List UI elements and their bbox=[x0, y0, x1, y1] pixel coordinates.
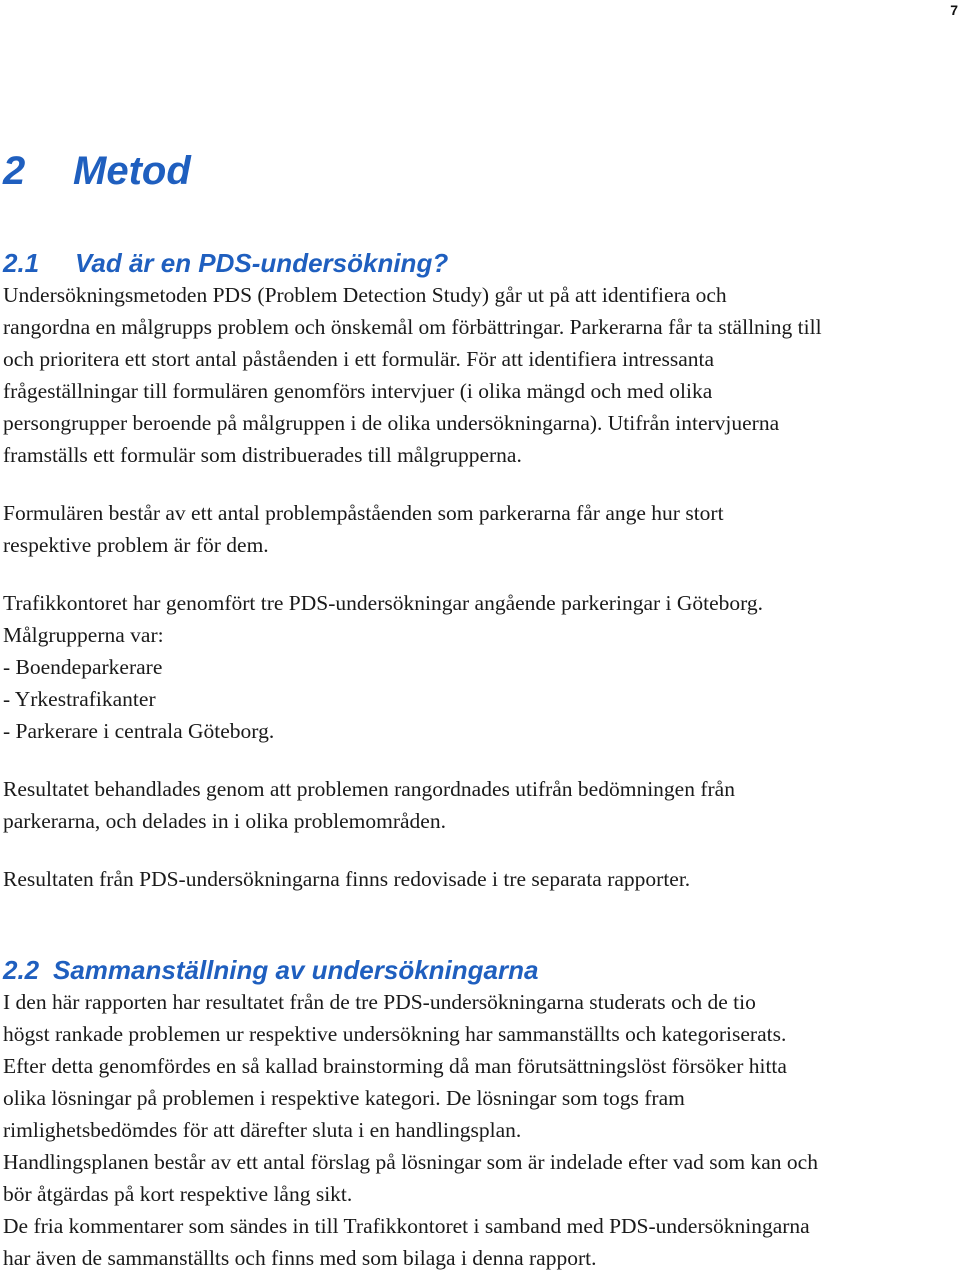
text-line: De fria kommentarer som sändes in till Trafikkontoret i samband med PDS-undersökningarna bbox=[3, 1214, 810, 1238]
text-line: Resultatet behandlades genom att problemen rangordnades utifrån bedömningen från bbox=[3, 777, 735, 801]
text-line: Formulären består av ett antal problempåståenden som parkerarna får ange hur stort bbox=[3, 501, 724, 525]
section-heading bbox=[3, 247, 822, 279]
paragraph bbox=[3, 863, 822, 895]
text-line: frågeställningar till formulären genomförs intervjuer (i olika mängd och med olika bbox=[3, 379, 713, 403]
section-2-2 bbox=[3, 954, 818, 1274]
text-line: bör åtgärdas på kort respektive lång sikt. bbox=[3, 1182, 353, 1206]
list-item: - Yrkestrafikanter bbox=[3, 687, 156, 711]
text-line: Trafikkontoret har genomfört tre PDS-undersökningar angående parkeringar i Göteborg. bbox=[3, 591, 764, 615]
text-line: olika lösningar på problemen i respektive kategori. De lösningar som togs fram bbox=[3, 1086, 685, 1110]
list-item: - Boendeparkerare bbox=[3, 655, 163, 679]
text-line: Undersökningsmetoden PDS (Problem Detection Study) går ut på att identifiera och bbox=[3, 283, 727, 307]
chapter-heading bbox=[3, 147, 191, 195]
section-number: 2.2 bbox=[3, 955, 40, 985]
paragraph bbox=[3, 773, 822, 837]
section-2-1 bbox=[3, 247, 822, 895]
paragraph bbox=[3, 497, 822, 561]
paragraph bbox=[3, 986, 818, 1274]
list-item: - Parkerare i centrala Göteborg. bbox=[3, 719, 275, 743]
text-line: Resultaten från PDS-undersökningarna finns redovisade i tre separata rapporter. bbox=[3, 867, 691, 891]
chapter-title: Metod bbox=[73, 149, 191, 193]
text-line: persongrupper beroende på målgruppen i de olika undersökningarna). Utifrån intervjuerna bbox=[3, 411, 780, 435]
text-line: rangordna en målgrupps problem och önskemål om förbättringar. Parkerarna får ta ställning till bbox=[3, 315, 822, 339]
paragraph bbox=[3, 279, 822, 471]
text-line: rimlighetsbedömdes för att därefter sluta i en handlingsplan. bbox=[3, 1118, 522, 1142]
text-line: Målgrupperna var: bbox=[3, 623, 164, 647]
section-title: Sammanställning av undersökningarna bbox=[53, 955, 539, 985]
page-number: 7 bbox=[950, 2, 958, 18]
text-line: framställs ett formulär som distribuerades till målgrupperna. bbox=[3, 443, 522, 467]
text-line: I den här rapporten har resultatet från de tre PDS-undersökningarna studerats och de tio bbox=[3, 990, 756, 1014]
chapter-number: 2 bbox=[3, 149, 26, 193]
text-line: och prioritera ett stort antal påståenden i ett formulär. För att identifiera intressanta bbox=[3, 347, 715, 371]
text-line: parkerarna, och delades in i olika problemområden. bbox=[3, 809, 446, 833]
text-line: Handlingsplanen består av ett antal förslag på lösningar som är indelade efter vad som kan och bbox=[3, 1150, 818, 1174]
section-title: Vad är en PDS-undersökning? bbox=[75, 248, 449, 278]
text-line: högst rankade problemen ur respektive undersökning har sammanställts och kategoriserats. bbox=[3, 1022, 787, 1046]
paragraph bbox=[3, 587, 822, 747]
text-line: respektive problem är för dem. bbox=[3, 533, 269, 557]
section-heading bbox=[3, 954, 818, 986]
text-line: har även de sammanställts och finns med som bilaga i denna rapport. bbox=[3, 1246, 597, 1270]
section-number: 2.1 bbox=[3, 248, 40, 278]
text-line: Efter detta genomfördes en så kallad brainstorming då man förutsättningslöst försöker hitta bbox=[3, 1054, 787, 1078]
